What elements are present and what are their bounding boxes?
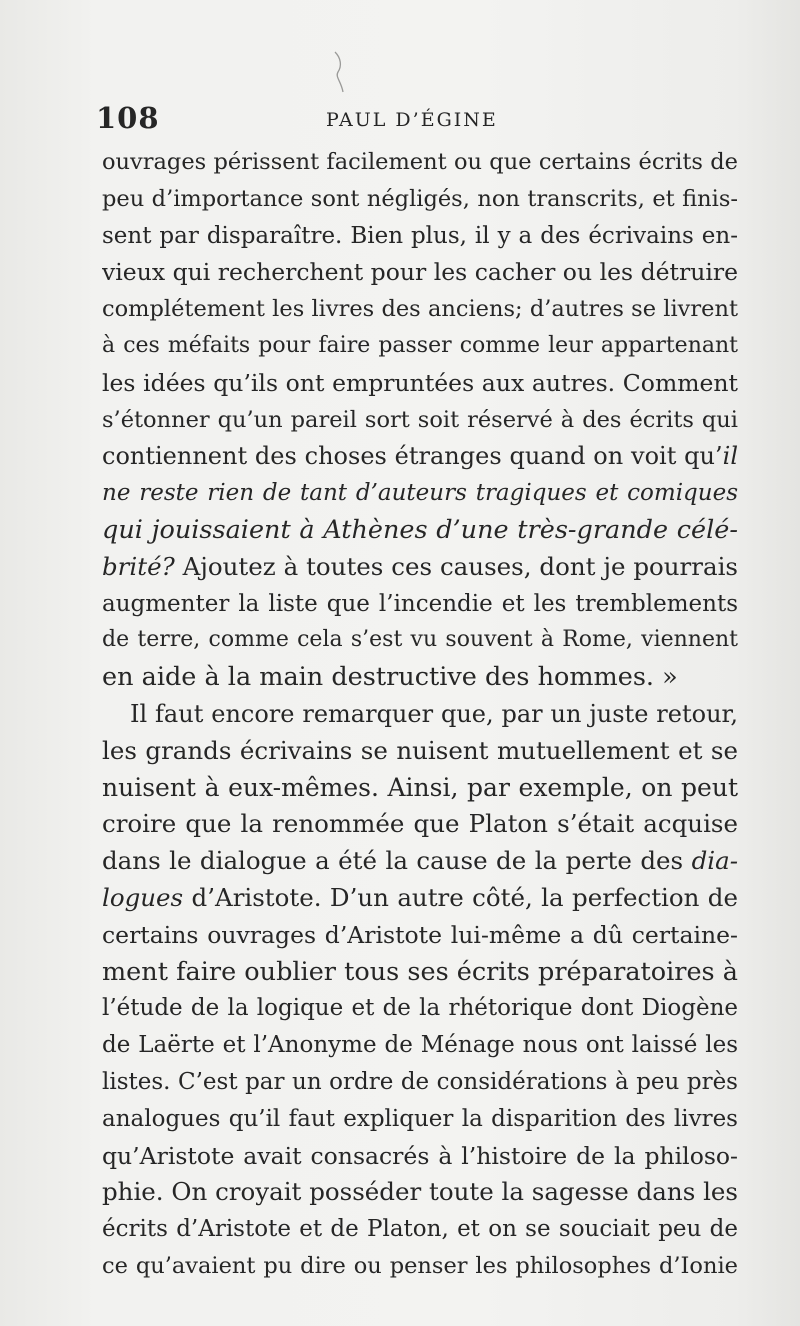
text-line: ouvrages périssent facilement ou que certains écrits de bbox=[102, 149, 738, 175]
italic-text: brité? bbox=[102, 551, 175, 581]
text-line: nuisent à eux-mêmes. Ainsi, par exemple, on peut bbox=[102, 772, 738, 802]
text-line: complétement les livres des anciens; d’autres se livrent bbox=[102, 296, 738, 323]
text-line: en aide à la main destructive des hommes. » bbox=[102, 662, 678, 693]
text-line: qu’Aristote avait consacrés à l’histoire de la philoso- bbox=[102, 1141, 738, 1170]
italic-text: dia- bbox=[691, 846, 738, 876]
text-line: s’étonner qu’un pareil sort soit réservé à des écrits qui bbox=[102, 406, 738, 433]
running-head: PAUL D’ÉGINE bbox=[326, 109, 498, 131]
text-line: qui jouissaient à Athènes d’une très-grande célé- bbox=[102, 514, 738, 545]
text-line: contiennent des choses étranges quand on voit qu’il bbox=[102, 442, 738, 471]
page-number: 108 bbox=[96, 101, 160, 135]
text-line: croire que la renommée que Platon s’était acquise bbox=[102, 809, 738, 839]
text-line: ne reste rien de tant d’auteurs tragiques et comiques bbox=[102, 480, 738, 507]
text-line: dans le dialogue a été la cause de la perte des dia- bbox=[102, 846, 738, 876]
italic-text: il bbox=[722, 442, 738, 471]
text-line: certains ouvrages d’Aristote lui-même a dû certaine- bbox=[102, 920, 738, 949]
text-line: les grands écrivains se nuisent mutuellement et se bbox=[102, 735, 738, 765]
text-line: ce qu’avaient pu dire ou penser les philosophes d’Ionie bbox=[102, 1252, 738, 1279]
italic-text: logues bbox=[102, 882, 184, 912]
text-line: de terre, comme cela s’est vu souvent à Rome, viennent bbox=[102, 627, 738, 653]
text-line: listes. C’est par un ordre de considérations à peu près bbox=[102, 1068, 738, 1095]
text-line: ment faire oublier tous ses écrits préparatoires à bbox=[102, 956, 738, 987]
text-line: les idées qu’ils ont empruntées aux autres. Comment bbox=[102, 368, 738, 397]
text-line: sent par disparaître. Bien plus, il y a des écrivains en- bbox=[102, 222, 738, 249]
body-text bbox=[102, 144, 738, 1285]
text-line: peu d’importance sont négligés, non transcrits, et finis- bbox=[102, 185, 738, 212]
text-line: logues d’Aristote. D’un autre côté, la perfection de bbox=[102, 882, 738, 912]
pen-mark-icon bbox=[332, 50, 346, 94]
text-line: de Laërte et l’Anonyme de Ménage nous ont laissé les bbox=[102, 1032, 738, 1059]
text-line: écrits d’Aristote et de Platon, et on se souciait peu de bbox=[102, 1216, 738, 1243]
text-line: vieux qui recherchent pour les cacher ou les détruire bbox=[102, 258, 738, 287]
text-line: augmenter la liste que l’incendie et les tremblements bbox=[102, 590, 738, 617]
text-line: Il faut encore remarquer que, par un juste retour, bbox=[130, 699, 738, 728]
text-line: l’étude de la logique et de la rhétorique dont Diogène bbox=[102, 995, 738, 1022]
text-line: phie. On croyait posséder toute la sagesse dans les bbox=[102, 1177, 738, 1207]
page-header bbox=[96, 100, 741, 140]
text-line: analogues qu’il faut expliquer la disparition des livres bbox=[102, 1105, 738, 1132]
text-line: brité? Ajoutez à toutes ces causes, dont je pourrais bbox=[102, 551, 738, 581]
text-line: à ces méfaits pour faire passer comme leur appartenant bbox=[102, 332, 738, 358]
